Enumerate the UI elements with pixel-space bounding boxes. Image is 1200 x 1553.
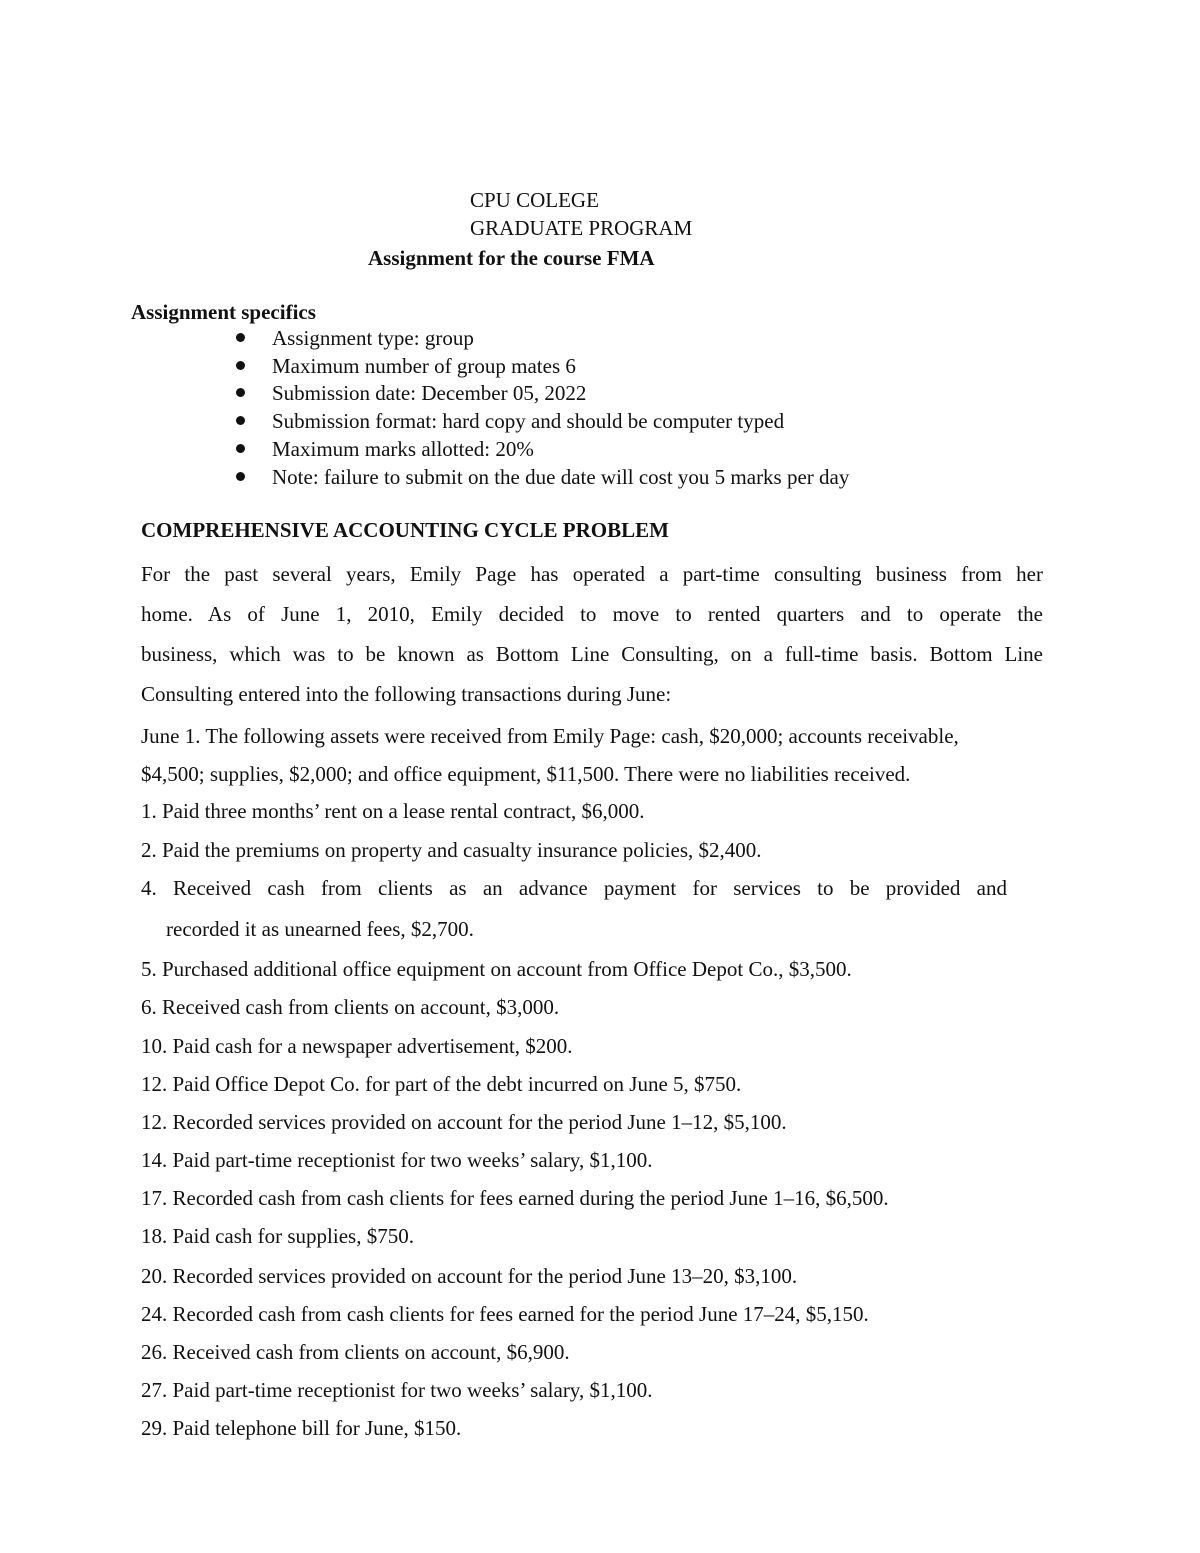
bullet-icon (236, 444, 245, 453)
program-name: GRADUATE PROGRAM (470, 216, 693, 240)
transaction-item: 29. Paid telephone bill for June, $150. (141, 1416, 462, 1440)
transaction-item: 2. Paid the premiums on property and casualty insurance policies, $2,400. (141, 838, 762, 862)
bullet-icon (236, 472, 245, 481)
bullet-icon (236, 388, 245, 397)
intro-line: home. As of June 1, 2010, Emily decided to move to rented quarters and to operate the (141, 602, 1043, 626)
transaction-item: 1. Paid three months’ rent on a lease rental contract, $6,000. (141, 799, 645, 823)
specifics-heading: Assignment specifics (131, 300, 316, 324)
transaction-item: 24. Recorded cash from cash clients for fees earned for the period June 17–24, $5,150. (141, 1302, 869, 1326)
bullet-icon (236, 416, 245, 425)
june1-line: June 1. The following assets were received from Emily Page: cash, $20,000; accounts receivable, (141, 724, 959, 748)
specifics-item-text: Submission format: hard copy and should be computer typed (272, 409, 785, 433)
transaction-item: 18. Paid cash for supplies, $750. (141, 1224, 414, 1248)
transaction-item: 6. Received cash from clients on account, $3,000. (141, 995, 560, 1019)
transaction-item: 20. Recorded services provided on account for the period June 13–20, $3,100. (141, 1264, 798, 1288)
course-title: Assignment for the course FMA (368, 246, 655, 270)
transaction-item: 12. Recorded services provided on account for the period June 1–12, $5,100. (141, 1110, 787, 1134)
june1-line: $4,500; supplies, $2,000; and office equipment, $11,500. There were no liabilities received. (141, 762, 911, 786)
transaction-item: 5. Purchased additional office equipment on account from Office Depot Co., $3,500. (141, 957, 852, 981)
transaction-item: 4. Received cash from clients as an advance payment for services to be provided and (141, 876, 1007, 900)
bullet-icon (236, 333, 245, 342)
transaction-item: 10. Paid cash for a newspaper advertisement, $200. (141, 1034, 573, 1058)
problem-heading: COMPREHENSIVE ACCOUNTING CYCLE PROBLEM (141, 518, 669, 542)
bullet-icon (236, 361, 245, 370)
specifics-item-text: Assignment type: group (272, 326, 474, 350)
specifics-item-text: Submission date: December 05, 2022 (272, 381, 587, 405)
transaction-item: 17. Recorded cash from cash clients for fees earned during the period June 1–16, $6,500. (141, 1186, 889, 1210)
intro-line: For the past several years, Emily Page has operated a part-time consulting business from her (141, 562, 1043, 586)
intro-line: Consulting entered into the following transactions during June: (141, 682, 672, 706)
specifics-item-text: Note: failure to submit on the due date will cost you 5 marks per day (272, 465, 850, 489)
transaction-item: 26. Received cash from clients on account, $6,900. (141, 1340, 570, 1364)
transaction-item: 27. Paid part-time receptionist for two weeks’ salary, $1,100. (141, 1378, 653, 1402)
transaction-item-continued: recorded it as unearned fees, $2,700. (166, 917, 474, 941)
intro-line: business, which was to be known as Bottom Line Consulting, on a full-time basis. Bottom Line (141, 642, 1043, 666)
institution-name: CPU COLEGE (470, 188, 599, 212)
transaction-item: 12. Paid Office Depot Co. for part of the debt incurred on June 5, $750. (141, 1072, 742, 1096)
transaction-item: 14. Paid part-time receptionist for two weeks’ salary, $1,100. (141, 1148, 653, 1172)
specifics-item-text: Maximum marks allotted: 20% (272, 437, 534, 461)
specifics-item-text: Maximum number of group mates 6 (272, 354, 576, 378)
